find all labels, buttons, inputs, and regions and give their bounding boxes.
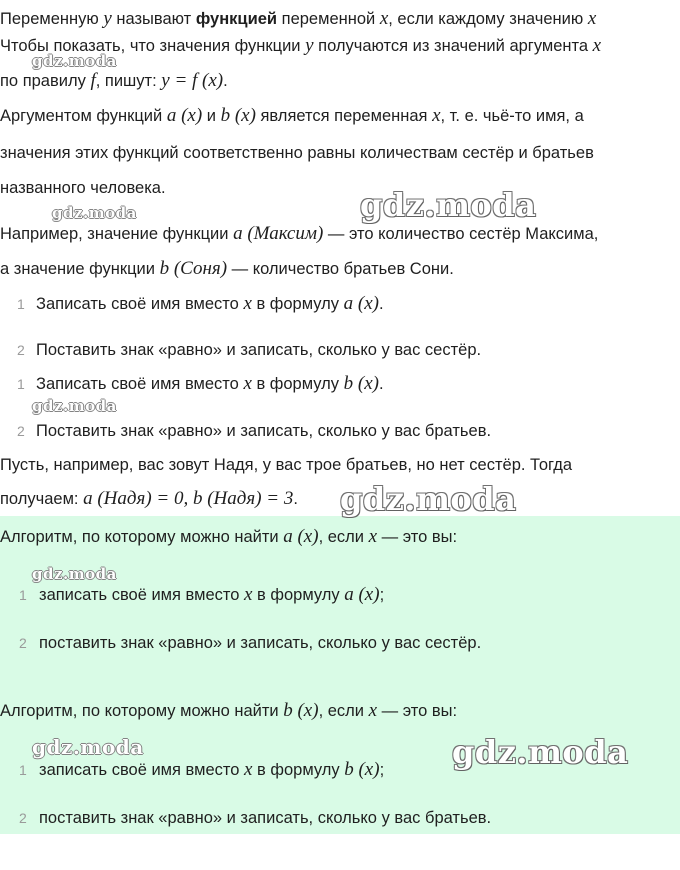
watermark: gdz.moda — [52, 204, 137, 222]
step-number: 2 — [17, 423, 25, 439]
step-item: Записать своё имя вместо x в формулу a (x). — [36, 293, 384, 314]
algorithm-a-number: 2 — [19, 635, 27, 651]
step-item: Записать своё имя вместо x в формулу b (x). — [36, 373, 384, 394]
algorithm-b-heading: Алгоритм, по которому можно найти b (x), если x — это вы: — [0, 700, 458, 721]
example-line-2: получаем: a (Надя) = 0, b (Надя) = 3. — [0, 488, 298, 509]
algorithm-a-heading: Алгоритм, по которому можно найти a (x), если x — это вы: — [0, 526, 458, 547]
algorithm-a-item: записать своё имя вместо x в формулу a (x); — [39, 584, 385, 605]
algorithm-box — [0, 516, 680, 834]
intro-line-1: Переменную y называют функцией переменной x, если каждому значению x — [0, 8, 597, 29]
intro-line-4: Аргументом функций a (x) и b (x) является переменная x, т. е. чьё-то имя, а — [0, 105, 584, 126]
intro-line-2: Чтобы показать, что значения функции y получаются из значений аргумента x — [0, 35, 602, 56]
intro-line-5: значения этих функций соответственно равны количествам сестёр и братьев — [0, 144, 594, 162]
algorithm-b-number: 1 — [19, 762, 27, 778]
step-number: 1 — [17, 376, 25, 392]
intro-line-6: названного человека. — [0, 179, 166, 197]
algorithm-b-item: поставить знак «равно» и записать, сколько у вас братьев. — [39, 809, 492, 827]
step-number: 1 — [17, 296, 25, 312]
watermark: gdz.moda — [360, 186, 537, 224]
intro-line-3: по правилу f, пишут: y = f (x). — [0, 70, 228, 91]
example-line-1: Пусть, например, вас зовут Надя, у вас трое братьев, но нет сестёр. Тогда — [0, 456, 573, 474]
watermark: gdz.moda — [32, 52, 117, 70]
watermark: gdz.moda — [32, 735, 144, 759]
algorithm-b-item: записать своё имя вместо x в формулу b (x); — [39, 759, 385, 780]
step-item: Поставить знак «равно» и записать, сколько у вас сестёр. — [36, 341, 482, 359]
algorithm-a-number: 1 — [19, 587, 27, 603]
watermark: gdz.moda — [32, 565, 117, 583]
term-function: функцией — [195, 10, 278, 28]
watermark: gdz.moda — [32, 397, 117, 415]
step-item: Поставить знак «равно» и записать, сколько у вас братьев. — [36, 422, 492, 440]
intro-line-7: Например, значение функции a (Максим) — это количество сестёр Максима, — [0, 223, 599, 244]
step-number: 2 — [17, 342, 25, 358]
watermark: gdz.moda — [340, 480, 517, 518]
watermark: gdz.moda — [452, 733, 629, 771]
algorithm-b-number: 2 — [19, 810, 27, 826]
intro-line-8: а значение функции b (Соня) — количество братьев Сони. — [0, 258, 454, 279]
algorithm-a-item: поставить знак «равно» и записать, сколько у вас сестёр. — [39, 634, 482, 652]
